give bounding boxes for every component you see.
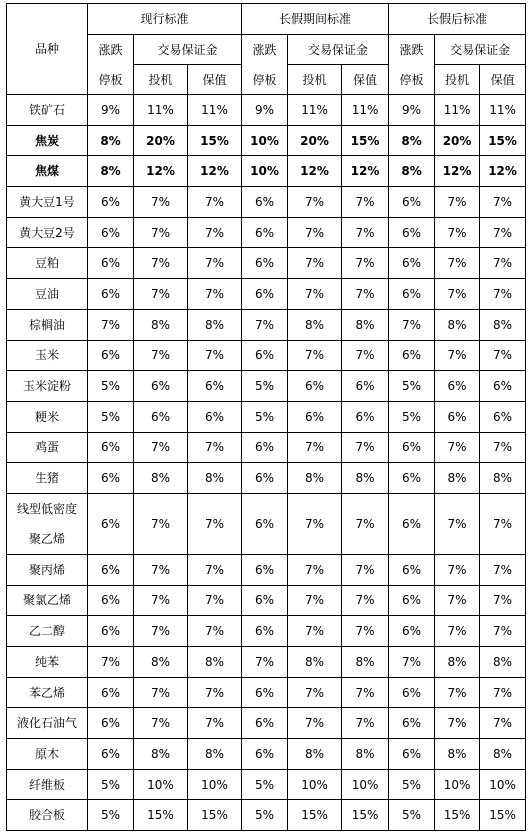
spec-margin-cell: 12% [134,156,188,187]
spec-margin-cell: 7% [288,187,342,218]
table-row [7,248,526,279]
price-limit-cell: 6% [88,463,134,494]
header-variety: 品种 [7,4,88,95]
spec-margin-cell: 8% [288,647,342,678]
spec-margin-cell: 8% [435,309,480,340]
variety-name: 焦煤 [7,156,88,187]
price-limit-cell: 7% [242,647,288,678]
hedge-margin-cell: 11% [480,95,526,126]
spec-margin-cell: 7% [288,616,342,647]
variety-name: 粳米 [7,401,88,432]
variety-name: 纤维板 [7,769,88,800]
spec-margin-cell: 7% [288,585,342,616]
spec-margin-cell: 8% [134,647,188,678]
table-row [7,463,526,494]
price-limit-cell: 6% [242,616,288,647]
price-limit-cell: 5% [389,769,435,800]
price-limit-cell: 5% [242,800,288,831]
spec-margin-cell: 6% [134,371,188,402]
hedge-margin-cell: 8% [480,463,526,494]
variety-name: 玉米 [7,340,88,371]
price-limit-cell: 5% [88,800,134,831]
variety-name: 乙二醇 [7,616,88,647]
hedge-margin-cell: 8% [480,309,526,340]
variety-name: 焦炭 [7,125,88,156]
hedge-margin-cell: 7% [480,279,526,310]
variety-name: 玉米淀粉 [7,371,88,402]
hedge-margin-cell: 7% [342,585,389,616]
price-limit-cell: 6% [88,493,134,554]
hedge-margin-cell: 7% [480,187,526,218]
table-row [7,371,526,402]
header-hedging: 保值 [342,65,389,95]
hedge-margin-cell: 10% [188,769,242,800]
hedge-margin-cell: 11% [188,95,242,126]
spec-margin-cell: 8% [435,739,480,770]
price-limit-cell: 10% [242,156,288,187]
price-limit-cell: 6% [88,340,134,371]
spec-margin-cell: 7% [288,554,342,585]
price-limit-cell: 6% [242,187,288,218]
spec-margin-cell: 7% [435,677,480,708]
hedge-margin-cell: 7% [188,554,242,585]
hedge-margin-cell: 7% [188,340,242,371]
spec-margin-cell: 11% [435,95,480,126]
hedge-margin-cell: 8% [188,647,242,678]
price-limit-cell: 6% [88,616,134,647]
hedge-margin-cell: 8% [342,463,389,494]
header-price-limit [88,35,134,95]
spec-margin-cell: 12% [435,156,480,187]
price-limit-cell: 9% [389,95,435,126]
spec-margin-cell: 7% [288,279,342,310]
hedge-margin-cell: 7% [188,616,242,647]
header-margin: 交易保证金 [435,35,526,65]
table-row [7,800,526,831]
hedge-margin-cell: 8% [188,739,242,770]
price-limit-cell: 6% [242,279,288,310]
spec-margin-cell: 7% [134,554,188,585]
hedge-margin-cell: 12% [480,156,526,187]
hedge-margin-cell: 7% [480,217,526,248]
hedge-margin-cell: 10% [480,769,526,800]
price-limit-cell: 6% [389,248,435,279]
price-limit-cell: 5% [242,371,288,402]
hedge-margin-cell: 7% [480,493,526,554]
spec-margin-cell: 7% [134,217,188,248]
table-row [7,554,526,585]
header-speculation: 投机 [134,65,188,95]
spec-margin-cell: 10% [435,769,480,800]
table-row [7,585,526,616]
price-limit-cell: 6% [242,677,288,708]
price-limit-cell: 6% [389,217,435,248]
hedge-margin-cell: 15% [342,125,389,156]
spec-margin-cell: 6% [435,401,480,432]
table-row [7,647,526,678]
table-body [7,95,526,831]
variety-name: 原木 [7,739,88,770]
table-row [7,156,526,187]
hedge-margin-cell: 6% [188,401,242,432]
hedge-margin-cell: 7% [342,554,389,585]
spec-margin-cell: 8% [435,647,480,678]
table-header [7,4,526,95]
price-limit-cell: 6% [242,217,288,248]
table-row [7,125,526,156]
spec-margin-cell: 7% [288,708,342,739]
hedge-margin-cell: 7% [188,187,242,218]
hedge-margin-cell: 7% [342,432,389,463]
hedge-margin-cell: 7% [188,708,242,739]
header-price-limit-line1: 涨跌 [399,42,424,57]
table-row [7,769,526,800]
spec-margin-cell: 6% [435,371,480,402]
price-limit-cell: 6% [88,432,134,463]
variety-name: 黄大豆1号 [7,187,88,218]
spec-margin-cell: 7% [134,616,188,647]
margin-table [6,3,526,831]
hedge-margin-cell: 8% [188,463,242,494]
header-price-limit-line2: 停板 [252,72,277,87]
header-price-limit-line2: 停板 [399,72,424,87]
table-row [7,739,526,770]
hedge-margin-cell: 7% [480,677,526,708]
header-margin: 交易保证金 [288,35,389,65]
hedge-margin-cell: 7% [480,340,526,371]
hedge-margin-cell: 7% [342,616,389,647]
table-row [7,309,526,340]
table-row [7,616,526,647]
spec-margin-cell: 15% [288,800,342,831]
spec-margin-cell: 20% [288,125,342,156]
variety-name-line2: 聚乙烯 [28,531,65,546]
hedge-margin-cell: 6% [342,371,389,402]
variety-name: 生猪 [7,463,88,494]
header-group-current: 现行标准 [88,4,242,35]
header-price-limit [389,35,435,95]
spec-margin-cell: 12% [288,156,342,187]
hedge-margin-cell: 7% [480,248,526,279]
spec-margin-cell: 7% [435,708,480,739]
hedge-margin-cell: 6% [480,401,526,432]
header-group-holiday: 长假期间标准 [242,4,389,35]
spec-margin-cell: 7% [134,677,188,708]
hedge-margin-cell: 8% [480,647,526,678]
hedge-margin-cell: 6% [342,401,389,432]
variety-name: 豆粕 [7,248,88,279]
hedge-margin-cell: 7% [188,677,242,708]
price-limit-cell: 7% [242,309,288,340]
spec-margin-cell: 15% [435,800,480,831]
table-row [7,493,526,554]
spec-margin-cell: 7% [435,279,480,310]
price-limit-cell: 6% [242,248,288,279]
spec-margin-cell: 8% [288,463,342,494]
price-limit-cell: 5% [389,401,435,432]
spec-margin-cell: 8% [288,309,342,340]
variety-name: 黄大豆2号 [7,217,88,248]
hedge-margin-cell: 7% [480,554,526,585]
price-limit-cell: 5% [389,371,435,402]
hedge-margin-cell: 7% [188,248,242,279]
spec-margin-cell: 7% [134,340,188,371]
price-limit-cell: 6% [88,708,134,739]
hedge-margin-cell: 15% [480,800,526,831]
hedge-margin-cell: 7% [342,493,389,554]
price-limit-cell: 6% [389,677,435,708]
price-limit-cell: 8% [88,125,134,156]
header-hedging: 保值 [480,65,526,95]
table-row [7,708,526,739]
spec-margin-cell: 8% [134,463,188,494]
spec-margin-cell: 7% [288,248,342,279]
price-limit-cell: 6% [242,585,288,616]
header-speculation: 投机 [288,65,342,95]
spec-margin-cell: 7% [435,217,480,248]
spec-margin-cell: 7% [435,340,480,371]
hedge-margin-cell: 6% [188,371,242,402]
spec-margin-cell: 7% [435,616,480,647]
price-limit-cell: 8% [389,125,435,156]
spec-margin-cell: 8% [288,739,342,770]
table-row [7,217,526,248]
hedge-margin-cell: 7% [342,708,389,739]
hedge-margin-cell: 7% [480,708,526,739]
table-row [7,187,526,218]
spec-margin-cell: 8% [134,739,188,770]
header-price-limit-line1: 涨跌 [252,42,277,57]
price-limit-cell: 6% [88,279,134,310]
spec-margin-cell: 7% [288,340,342,371]
spec-margin-cell: 7% [435,585,480,616]
spec-margin-cell: 7% [134,493,188,554]
hedge-margin-cell: 7% [188,432,242,463]
spec-margin-cell: 20% [435,125,480,156]
spec-margin-cell: 7% [288,432,342,463]
hedge-margin-cell: 8% [188,309,242,340]
header-margin: 交易保证金 [134,35,242,65]
header-price-limit-line2: 停板 [98,72,123,87]
hedge-margin-cell: 7% [342,677,389,708]
variety-name: 豆油 [7,279,88,310]
price-limit-cell: 6% [88,187,134,218]
hedge-margin-cell: 7% [188,493,242,554]
price-limit-cell: 6% [242,554,288,585]
price-limit-cell: 6% [242,708,288,739]
hedge-margin-cell: 8% [342,739,389,770]
price-limit-cell: 6% [389,616,435,647]
spec-margin-cell: 6% [134,401,188,432]
spec-margin-cell: 7% [288,493,342,554]
spec-margin-cell: 15% [134,800,188,831]
price-limit-cell: 6% [389,279,435,310]
header-price-limit-line1: 涨跌 [98,42,123,57]
hedge-margin-cell: 12% [188,156,242,187]
price-limit-cell: 6% [88,677,134,708]
price-limit-cell: 6% [389,340,435,371]
spec-margin-cell: 11% [134,95,188,126]
spec-margin-cell: 10% [134,769,188,800]
hedge-margin-cell: 6% [480,371,526,402]
hedge-margin-cell: 15% [188,125,242,156]
price-limit-cell: 6% [389,463,435,494]
hedge-margin-cell: 12% [342,156,389,187]
spec-margin-cell: 8% [134,309,188,340]
price-limit-cell: 6% [389,708,435,739]
variety-name: 纯苯 [7,647,88,678]
price-limit-cell: 9% [242,95,288,126]
price-limit-cell: 7% [88,647,134,678]
price-limit-cell: 5% [389,800,435,831]
spec-margin-cell: 7% [435,493,480,554]
hedge-margin-cell: 7% [342,279,389,310]
price-limit-cell: 6% [389,187,435,218]
price-limit-cell: 5% [88,769,134,800]
price-limit-cell: 8% [389,156,435,187]
hedge-margin-cell: 7% [188,279,242,310]
hedge-margin-cell: 10% [342,769,389,800]
hedge-margin-cell: 15% [342,800,389,831]
header-speculation: 投机 [435,65,480,95]
hedge-margin-cell: 7% [342,340,389,371]
price-limit-cell: 6% [88,217,134,248]
hedge-margin-cell: 7% [480,432,526,463]
variety-name [7,493,88,554]
header-price-limit [242,35,288,95]
spec-margin-cell: 8% [435,463,480,494]
price-limit-cell: 10% [242,125,288,156]
hedge-margin-cell: 7% [342,187,389,218]
price-limit-cell: 6% [389,432,435,463]
variety-name: 鸡蛋 [7,432,88,463]
price-limit-cell: 9% [88,95,134,126]
table-row [7,677,526,708]
price-limit-cell: 6% [389,739,435,770]
variety-name: 苯乙烯 [7,677,88,708]
table-row [7,95,526,126]
spec-margin-cell: 7% [134,187,188,218]
spec-margin-cell: 7% [288,677,342,708]
spec-margin-cell: 7% [134,432,188,463]
price-limit-cell: 6% [242,493,288,554]
price-limit-cell: 6% [389,554,435,585]
price-limit-cell: 5% [88,401,134,432]
spec-margin-cell: 7% [134,585,188,616]
price-limit-cell: 5% [242,401,288,432]
table-row [7,432,526,463]
spec-margin-cell: 7% [435,187,480,218]
hedge-margin-cell: 8% [342,309,389,340]
price-limit-cell: 6% [389,493,435,554]
spec-margin-cell: 7% [134,248,188,279]
spec-margin-cell: 7% [134,708,188,739]
table-row [7,340,526,371]
price-limit-cell: 7% [389,309,435,340]
price-limit-cell: 6% [88,248,134,279]
variety-name: 铁矿石 [7,95,88,126]
variety-name-line1: 线型低密度 [16,501,77,516]
spec-margin-cell: 6% [288,371,342,402]
hedge-margin-cell: 8% [480,739,526,770]
hedge-margin-cell: 15% [480,125,526,156]
price-limit-cell: 6% [242,432,288,463]
variety-name: 液化石油气 [7,708,88,739]
table-row [7,279,526,310]
spec-margin-cell: 7% [435,432,480,463]
hedge-margin-cell: 7% [188,217,242,248]
spec-margin-cell: 7% [134,279,188,310]
table-row [7,401,526,432]
spec-margin-cell: 7% [435,248,480,279]
hedge-margin-cell: 15% [188,800,242,831]
spec-margin-cell: 11% [288,95,342,126]
variety-name: 胶合板 [7,800,88,831]
price-limit-cell: 7% [88,309,134,340]
price-limit-cell: 6% [389,585,435,616]
price-limit-cell: 6% [242,463,288,494]
price-limit-cell: 6% [242,739,288,770]
spec-margin-cell: 7% [435,554,480,585]
price-limit-cell: 7% [389,647,435,678]
price-limit-cell: 6% [88,554,134,585]
header-group-after-holiday: 长假后标准 [389,4,526,35]
spec-margin-cell: 7% [288,217,342,248]
variety-name: 棕榈油 [7,309,88,340]
variety-name: 聚氯乙烯 [7,585,88,616]
price-limit-cell: 5% [242,769,288,800]
spec-margin-cell: 10% [288,769,342,800]
variety-name: 聚丙烯 [7,554,88,585]
price-limit-cell: 8% [88,156,134,187]
hedge-margin-cell: 8% [342,647,389,678]
price-limit-cell: 6% [242,340,288,371]
hedge-margin-cell: 7% [342,217,389,248]
header-hedging: 保值 [188,65,242,95]
price-limit-cell: 6% [88,739,134,770]
hedge-margin-cell: 7% [480,616,526,647]
price-limit-cell: 5% [88,371,134,402]
hedge-margin-cell: 11% [342,95,389,126]
hedge-margin-cell: 7% [188,585,242,616]
price-limit-cell: 6% [88,585,134,616]
spec-margin-cell: 20% [134,125,188,156]
hedge-margin-cell: 7% [342,248,389,279]
hedge-margin-cell: 7% [480,585,526,616]
spec-margin-cell: 6% [288,401,342,432]
